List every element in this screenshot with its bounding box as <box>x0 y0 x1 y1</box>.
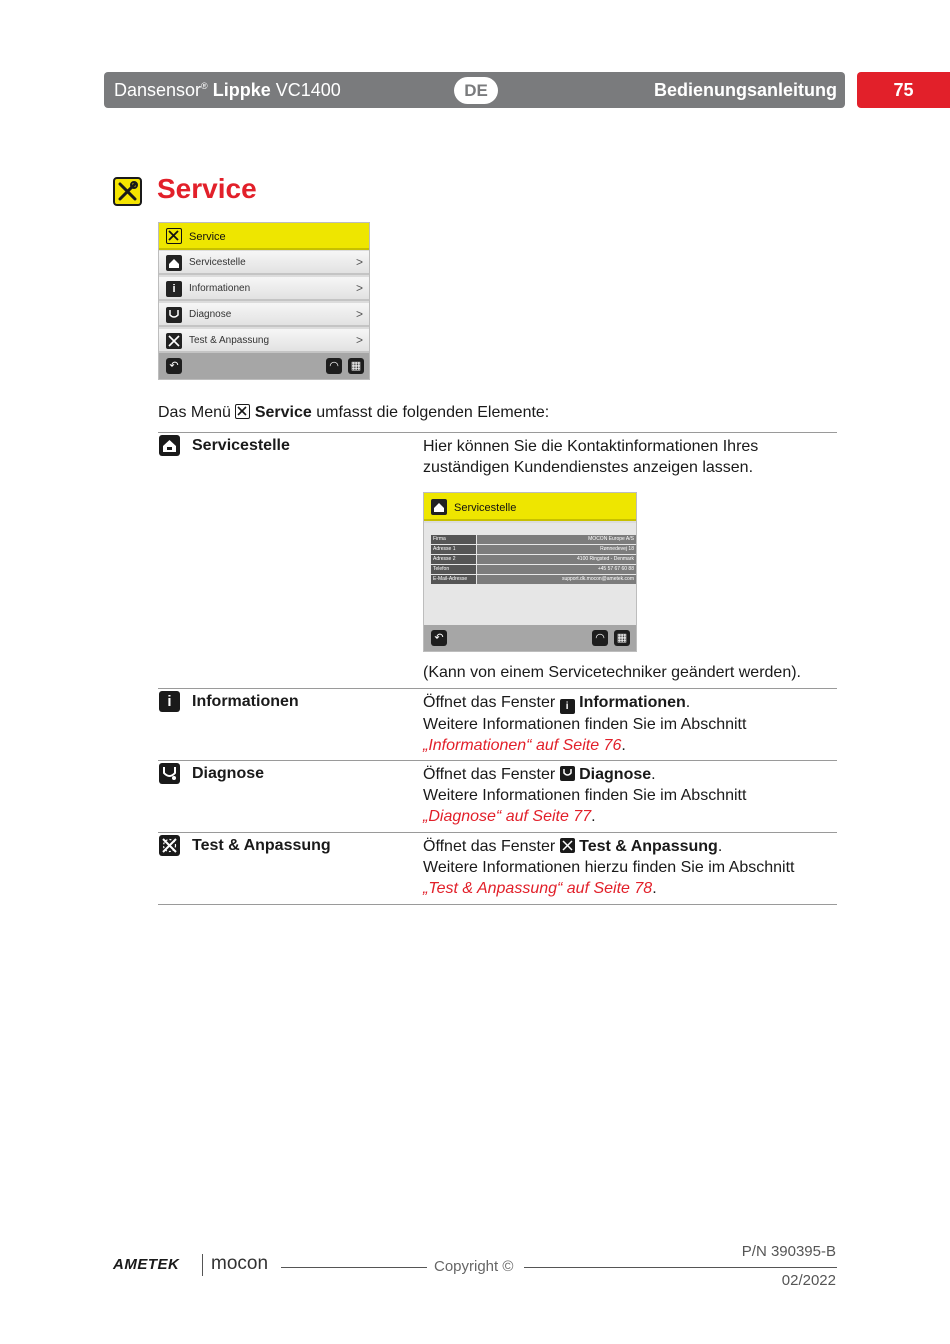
intro-prefix: Das Menü <box>158 404 231 421</box>
period: . <box>651 766 656 783</box>
field-value: MOCON Europe A/S <box>477 535 636 544</box>
brand-name: Dansensor <box>114 80 202 100</box>
open-prefix: Öffnet das Fenster <box>423 838 556 855</box>
footer-rule-right <box>524 1267 837 1268</box>
page-number: 75 <box>857 72 950 108</box>
field-value: 4100 Ringsted - Denmark <box>477 555 636 564</box>
period: . <box>621 737 626 754</box>
period: . <box>685 694 691 711</box>
field-value: +45 57 67 60 88 <box>477 565 636 574</box>
link-diagnose[interactable]: „Diagnose“ auf Seite 77 <box>423 808 592 825</box>
intro-suffix: umfasst die folgenden Elemente: <box>316 404 550 421</box>
grid-menu-icon[interactable]: ▦ <box>348 358 364 374</box>
open-bold: Informationen <box>579 694 686 711</box>
house-phone-icon <box>166 255 182 271</box>
table-rule <box>158 832 837 833</box>
row-text-servicestelle-1: Hier können Sie die Kontaktinformationen Ihres <box>423 438 759 455</box>
part-number: P/N 390395-B <box>741 1243 836 1260</box>
house-phone-icon <box>431 499 447 515</box>
chevron-right-icon: > <box>355 307 363 321</box>
back-icon[interactable]: ↶ <box>431 630 447 646</box>
menu-screen-bottombar <box>159 353 369 379</box>
table-top-rule <box>158 432 837 433</box>
tools-icon <box>113 177 142 206</box>
row-label-servicestelle: Servicestelle <box>192 437 290 454</box>
period: . <box>652 880 657 897</box>
manual-title: Bedienungsanleitung <box>653 80 837 100</box>
open-prefix: Öffnet das Fenster <box>423 694 556 711</box>
more-info: Weitere Informationen finden Sie im Abschnitt <box>423 787 747 804</box>
row-label-test: Test & Anpassung <box>192 837 331 854</box>
table-row <box>431 565 636 574</box>
mocon-logo: mocon <box>211 1253 269 1274</box>
menu-item-label: Informationen <box>189 283 251 294</box>
field-key: E-Mail-Adresse <box>431 575 476 584</box>
more-info: Weitere Informationen finden Sie im Abschnitt <box>423 716 747 733</box>
field-key: Adresse 1 <box>431 545 476 554</box>
product-name <box>114 80 341 101</box>
field-key: Telefon <box>431 565 476 574</box>
intro-text <box>158 404 549 422</box>
open-bold: Test & Anpassung <box>579 838 718 855</box>
field-value: support.dk.mocon@ametek.com <box>477 575 636 584</box>
table-row <box>431 535 636 544</box>
row-label-informationen: Informationen <box>192 693 299 710</box>
period: . <box>717 838 723 855</box>
table-bottom-rule <box>158 904 837 905</box>
copyright: Copyright © <box>434 1258 514 1275</box>
service-info-table <box>431 535 636 585</box>
logo-separator <box>202 1254 203 1276</box>
service-screen-bottombar <box>424 625 636 651</box>
test-adjust-icon <box>159 835 180 856</box>
chevron-right-icon: > <box>355 255 363 269</box>
registered-mark: ® <box>201 81 208 91</box>
service-screen-title: Servicestelle <box>454 502 517 514</box>
intro-bold: Service <box>254 404 312 421</box>
footer-rule-left <box>281 1267 427 1268</box>
service-menu-screenshot <box>158 222 370 380</box>
stethoscope-icon <box>560 766 575 781</box>
tools-icon <box>166 228 182 244</box>
page-header <box>104 72 845 108</box>
gauge-icon[interactable]: ◠ <box>592 630 608 646</box>
table-row <box>431 575 636 584</box>
info-icon: i <box>166 281 182 297</box>
row-text-test <box>423 836 794 899</box>
grid-menu-icon[interactable]: ▦ <box>614 630 630 646</box>
ametek-logo: AMETEK <box>113 1256 180 1273</box>
row-text-servicestelle-2: zuständigen Kundendienstes anzeigen lassen. <box>423 459 754 476</box>
product-bold: Lippke <box>212 80 271 100</box>
info-icon: i <box>560 699 575 714</box>
period: . <box>591 808 596 825</box>
document-date: 02/2022 <box>781 1272 836 1289</box>
menu-item-test-anpassung[interactable] <box>159 329 369 353</box>
row-text-informationen <box>423 692 746 756</box>
menu-item-diagnose[interactable] <box>159 303 369 327</box>
row-label-diagnose: Diagnose <box>192 765 265 782</box>
field-value: Rønnedevej 18 <box>477 545 636 554</box>
stethoscope-icon <box>166 307 182 323</box>
more-info: Weitere Informationen hierzu finden Sie im Abschnitt <box>423 859 795 876</box>
servicestelle-screenshot <box>423 492 637 652</box>
link-informationen[interactable]: „Informationen“ auf Seite 76 <box>423 737 622 754</box>
menu-item-servicestelle[interactable] <box>159 251 369 275</box>
chevron-right-icon: > <box>355 281 363 295</box>
table-rule <box>158 688 837 689</box>
table-row <box>431 545 636 554</box>
chevron-right-icon: > <box>355 333 363 347</box>
menu-item-label: Test & Anpassung <box>189 335 270 346</box>
menu-item-informationen[interactable] <box>159 277 369 301</box>
open-prefix: Öffnet das Fenster <box>423 766 556 783</box>
menu-screen-titlebar <box>159 223 369 250</box>
menu-item-label: Diagnose <box>189 309 232 320</box>
language-badge: DE <box>454 77 498 104</box>
open-bold: Diagnose <box>579 766 652 783</box>
field-key: Firma <box>431 535 476 544</box>
menu-item-label: Servicestelle <box>189 257 246 268</box>
test-adjust-icon <box>166 333 182 349</box>
menu-screen-title: Service <box>189 231 226 243</box>
house-phone-icon <box>159 435 180 456</box>
section-title: Service <box>157 173 257 204</box>
table-row <box>431 555 636 564</box>
service-screen-titlebar <box>424 493 636 521</box>
back-icon[interactable]: ↶ <box>166 358 182 374</box>
info-icon: i <box>159 691 180 712</box>
row-note-servicestelle: (Kann von einem Servicetechniker geändert werden). <box>423 664 801 681</box>
tools-icon <box>235 404 250 419</box>
stethoscope-icon <box>159 763 180 784</box>
field-key: Adresse 2 <box>431 555 476 564</box>
gauge-icon[interactable]: ◠ <box>326 358 342 374</box>
test-adjust-icon <box>560 838 575 853</box>
link-test-anpassung[interactable]: „Test & Anpassung“ auf Seite 78 <box>423 880 653 897</box>
product-model: VC1400 <box>275 80 341 100</box>
row-text-diagnose <box>423 764 746 827</box>
table-rule <box>158 760 837 761</box>
